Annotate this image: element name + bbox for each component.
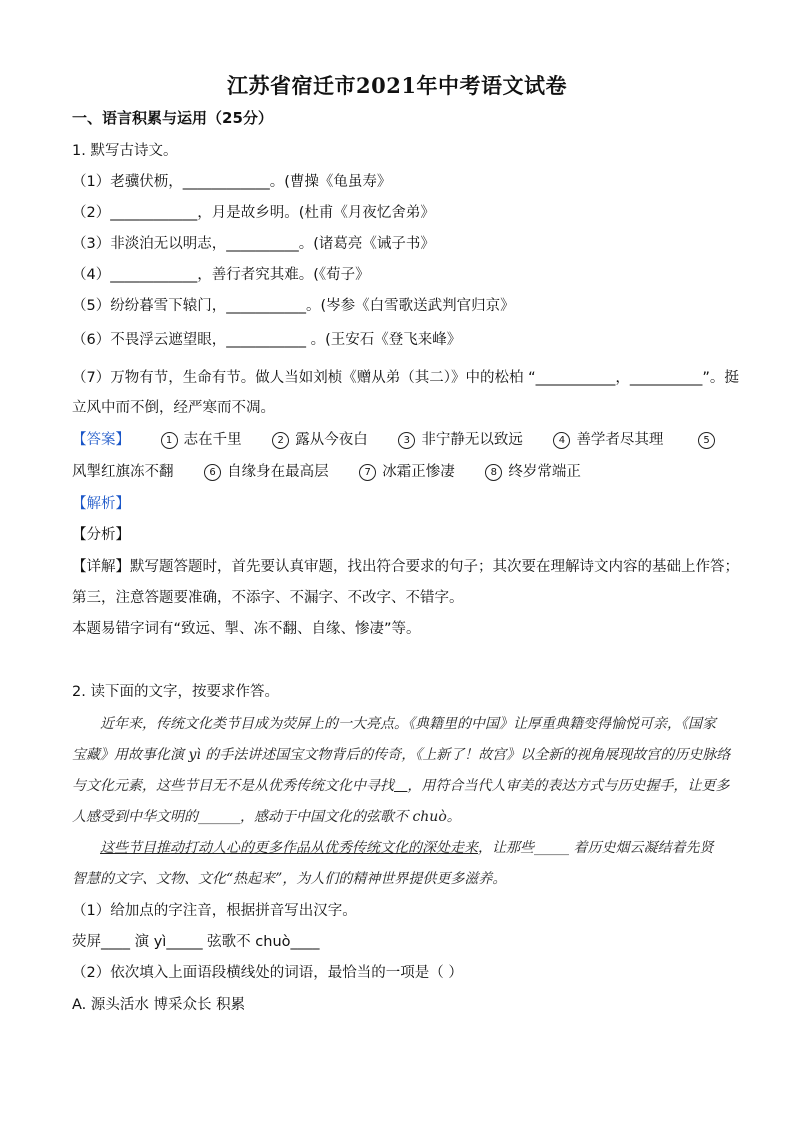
passage-line-4: 人感受到中华文明的______，感动于中国文化的弦歌不 chuò。 — [72, 809, 461, 825]
q1-stem: 1. 默写古诗文。 — [72, 143, 178, 159]
circle-number: 3 — [398, 432, 415, 449]
passage-line-3: 与文化元素，这些节目无不是从优秀传统文化中寻找 ，用符合当代人审美的表达方式与历史握手，让更多 — [72, 778, 730, 794]
q1-item-3: （3）非淡泊无以明志，__________。(诸葛亮《诫子书》 — [72, 236, 435, 252]
q1-item-7-cont: 立风中而不倒，经严寒而不凋。 — [72, 400, 275, 416]
q1-item-2: （2）____________，月是故乡明。(杜甫《月夜忆舍弟》 — [72, 205, 435, 221]
answer-6: 6 自缘身在最高层 — [204, 462, 329, 482]
circle-number: 5 — [698, 432, 715, 449]
passage-line-6: 智慧的文字、文物、文化“热起来”，为人们的精神世界提供更多滋养。 — [72, 871, 507, 887]
jiexi-label: 【解析】 — [72, 496, 130, 512]
circle-number: 1 — [161, 432, 178, 449]
q1-item-5: （5）纷纷暮雪下辕门，___________。(岑参《白雪歌送武判官归京》 — [72, 298, 515, 314]
answer-8: 8 终岁常端正 — [485, 462, 581, 482]
answer-7: 7 冰霜正惨凄 — [359, 462, 455, 482]
answer-4: 4 善学者尽其理 — [553, 430, 663, 450]
section-heading: 一、语言积累与运用（25分） — [72, 109, 273, 127]
page-title: 江苏省宿迁市2021年中考语文试卷 — [227, 73, 567, 98]
answer-1: 1 志在千里 — [161, 430, 242, 450]
passage-line-1: 近年来，传统文化类节目成为荧屏上的一大亮点。《典籍里的中国》让厚重典籍变得愉悦可亲，《国家 — [100, 716, 716, 732]
answer-5 — [698, 430, 721, 450]
q2-stem: 2. 读下面的文字，按要求作答。 — [72, 684, 279, 700]
q1-item-6: （6）不畏浮云遮望眼，___________ 。(王安石《登飞来峰》 — [72, 332, 462, 348]
q1-item-1: （1）老骥伏枥，____________。(曹操《龟虽寿》 — [72, 174, 392, 190]
answer-5-text: 风掣红旗冻不翻 — [72, 464, 174, 480]
answer-row-2 — [72, 462, 581, 482]
circle-number: 7 — [359, 464, 376, 481]
passage-line-5: 这些节目推动打动人心的更多作品从优秀传统文化的深处走来，让那些_____ 着历史烟云凝结着先贤 — [100, 840, 714, 856]
q2-sub2: （2）依次填入上面语段横线处的词语，最恰当的一项是（ ） — [72, 965, 463, 981]
detail-line-1: 【详解】默写题答题时，首先要认真审题，找出符合要求的句子；其次要在理解诗文内容的基础上作答； — [72, 559, 739, 575]
q1-item-7: （7）万物有节，生命有节。做人当如刘桢《赠从弟（其二）》中的松柏 “___________，__________”。挺 — [72, 370, 739, 386]
circle-number: 6 — [204, 464, 221, 481]
circle-number: 8 — [485, 464, 502, 481]
passage-line-2: 宝藏》用故事化演 yì 的手法讲述国宝文物背后的传奇，《上新了！故宫》以全新的视角展现故宫的历史脉络 — [72, 747, 731, 763]
answer-2: 2 露从今夜白 — [272, 430, 368, 450]
answer-3: 3 非宁静无以致远 — [398, 430, 523, 450]
circle-number: 2 — [272, 432, 289, 449]
q2-sub1: （1）给加点的字注音，根据拼音写出汉字。 — [72, 903, 357, 919]
answer-row-1 — [72, 430, 721, 450]
detail-line-2: 第三，注意答题要准确，不添字、不漏字、不改字、不错字。 — [72, 590, 464, 606]
q2-sub1-blanks: 荧屏____ 演 yì_____ 弦歌不 chuò____ — [72, 934, 320, 950]
fenxi-label: 【分析】 — [72, 527, 130, 543]
q2-option-a: A. 源头活水 博采众长 积累 — [72, 997, 246, 1013]
circle-number: 4 — [553, 432, 570, 449]
detail-line-3: 本题易错字词有“致远、掣、冻不翻、自缘、惨凄”等。 — [72, 621, 421, 637]
q1-item-4: （4）____________，善行者究其难。(《荀子》 — [72, 267, 370, 283]
answer-label: 【答案】 — [72, 432, 130, 448]
